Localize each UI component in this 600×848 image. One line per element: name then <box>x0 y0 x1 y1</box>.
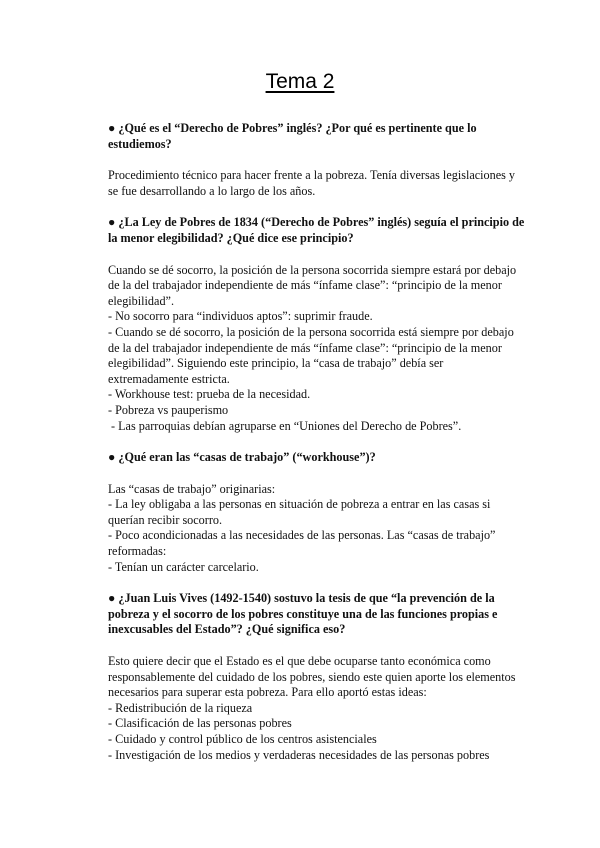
section-juan-luis-vives <box>108 591 526 763</box>
answer-block <box>108 482 526 576</box>
answer-list-item: - No socorro para “individuos aptos”: suprimir fraude. <box>108 309 373 324</box>
question-heading: ● ¿Qué es el “Derecho de Pobres” inglés? ¿Por qué es pertinente que lo estudiemos? <box>108 121 477 151</box>
answer-block <box>108 168 526 199</box>
answer-list-item: - Redistribución de la riqueza <box>108 700 253 715</box>
answer-list-item: - Poco acondicionadas a las necesidades de las personas. Las “casas de trabajo” reformadas: <box>108 528 496 559</box>
answer-paragraph: Procedimiento técnico para hacer frente a la pobreza. Tenía diversas legislaciones y se fue desarrollando a lo largo de los años. <box>108 168 516 198</box>
page-title: Tema 2 <box>265 70 335 93</box>
answer-list-item: - Cuando se dé socorro, la posición de la persona socorrida está siempre por debajo de la del trabajador independiente de más “ínfame clase”: “principio de la menor elegibilidad”. Siguiendo este principio, la “casa de trabajo” debía ser extremadamente estricta. <box>108 324 514 386</box>
answer-list-item: - Workhouse test: prueba de la necesidad. <box>108 387 311 402</box>
answer-list-item: - Cuidado y control público de los centros asistenciales <box>108 732 377 746</box>
answer-paragraph: Las “casas de trabajo” originarias: <box>108 481 276 496</box>
answer-list-item: - Investigación de los medios y verdaderas necesidades de las personas pobres <box>108 747 490 762</box>
answer-paragraph: Cuando se dé socorro, la posición de la persona socorrida siempre estará por debajo de la del trabajador independiente de más “ínfame clase”: “principio de la menor elegibilidad”. <box>108 262 517 308</box>
question-heading: ● ¿Qué eran las “casas de trabajo” (“workhouse”)? <box>108 450 376 465</box>
question-heading: ● ¿Juan Luis Vives (1492-1540) sostuvo la tesis de que “la prevención de la pobreza y el socorro de los pobres constituye una de las funciones propias e inexcusables del Estado”? ¿Qué significa eso? <box>108 591 498 637</box>
document-body <box>108 121 526 779</box>
section-casas-de-trabajo <box>108 450 526 575</box>
section-ley-1834 <box>108 215 526 434</box>
answer-list-item: - La ley obligaba a las personas en situación de pobreza a entrar en las casas si querían recibir socorro. <box>108 497 491 527</box>
question-heading: ● ¿La Ley de Pobres de 1834 (“Derecho de Pobres” inglés) seguía el principio de la menor elegibilidad? ¿Qué dice ese principio? <box>108 215 525 245</box>
answer-paragraph: Esto quiere decir que el Estado es el que debe ocuparse tanto económica como responsablemente del cuidado de los pobres, siendo este quien aporte los elementos necesarios para superar esta pobreza. Para ello aportó estas ideas: <box>108 654 516 700</box>
answer-list-item: - Tenían un carácter carcelario. <box>108 559 259 574</box>
answer-block <box>108 263 526 435</box>
answer-list-item: - Clasificación de las personas pobres <box>108 716 292 731</box>
section-derecho-de-pobres <box>108 121 526 199</box>
answer-list-item: - Pobreza vs pauperismo <box>108 402 229 417</box>
answer-list-item: - Las parroquias debían agruparse en “Uniones del Derecho de Pobres”. <box>111 418 462 433</box>
answer-block <box>108 654 526 763</box>
